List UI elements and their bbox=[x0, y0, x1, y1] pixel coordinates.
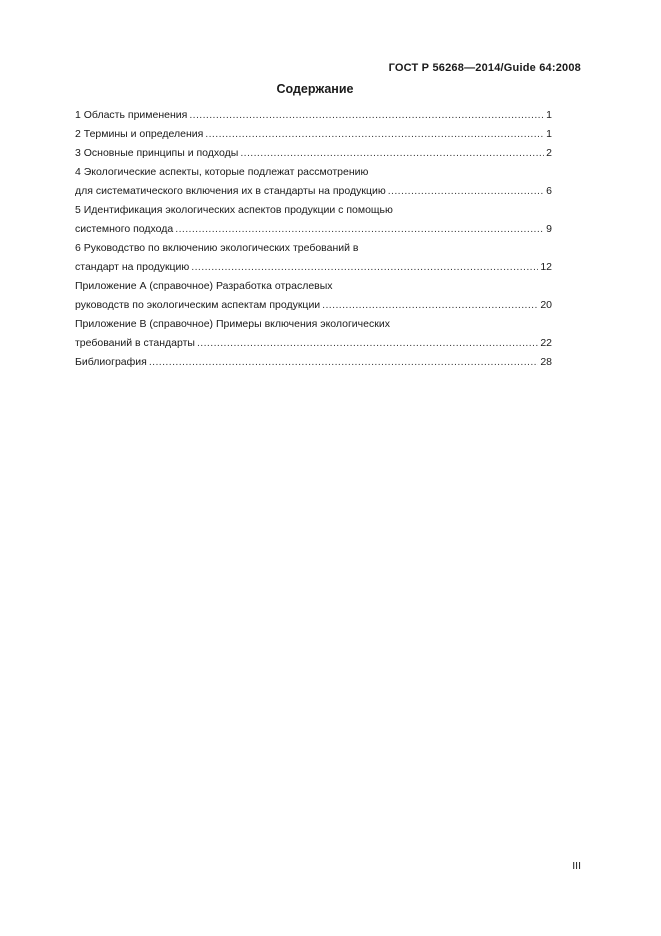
toc-entry-page: 6 bbox=[546, 185, 552, 197]
dot-leader bbox=[240, 144, 544, 163]
toc-entry-line bbox=[75, 315, 552, 334]
dot-leader bbox=[175, 220, 544, 239]
table-of-contents bbox=[75, 106, 552, 372]
toc-entry[interactable] bbox=[75, 315, 552, 353]
toc-entry[interactable] bbox=[75, 125, 552, 144]
toc-entry-line bbox=[75, 277, 552, 296]
toc-entry-line bbox=[75, 201, 552, 220]
toc-entry-title: 6 Руководство по включению экологических требований в bbox=[75, 242, 359, 254]
toc-entry-page: 2 bbox=[546, 147, 552, 159]
toc-entry[interactable] bbox=[75, 201, 552, 239]
toc-entry-line bbox=[75, 182, 552, 201]
toc-entry-title-continued: требований в стандарты bbox=[75, 337, 195, 349]
dot-leader bbox=[197, 334, 538, 353]
toc-entry-page: 1 bbox=[546, 109, 552, 121]
toc-entry-line bbox=[75, 296, 552, 315]
toc-entry-page: 12 bbox=[540, 261, 552, 273]
document-designation: ГОСТ Р 56268—2014/Guide 64:2008 bbox=[388, 62, 581, 74]
toc-entry[interactable] bbox=[75, 144, 552, 163]
dot-leader bbox=[205, 125, 544, 144]
toc-entry-page: 22 bbox=[540, 337, 552, 349]
toc-entry-line bbox=[75, 125, 552, 144]
toc-entry-line bbox=[75, 258, 552, 277]
toc-entry-line bbox=[75, 220, 552, 239]
toc-entry-title-continued: для систематического включения их в стандарты на продукцию bbox=[75, 185, 386, 197]
toc-entry-title: 1 Область применения bbox=[75, 109, 188, 121]
toc-entry-page: 1 bbox=[546, 128, 552, 140]
toc-entry-title-continued: руководств по экологическим аспектам продукции bbox=[75, 299, 321, 311]
toc-entry-line bbox=[75, 334, 552, 353]
toc-entry-title: Библиография bbox=[75, 356, 147, 368]
dot-leader bbox=[189, 106, 544, 125]
toc-entry-title: 3 Основные принципы и подходы bbox=[75, 147, 239, 159]
dot-leader bbox=[388, 182, 544, 201]
toc-entry-title: 5 Идентификация экологических аспектов продукции с помощью bbox=[75, 204, 393, 216]
toc-entry[interactable] bbox=[75, 163, 552, 201]
dot-leader bbox=[191, 258, 538, 277]
dot-leader bbox=[149, 353, 538, 372]
toc-entry[interactable] bbox=[75, 239, 552, 277]
toc-entry-title: 2 Термины и определения bbox=[75, 128, 204, 140]
toc-entry-title-continued: стандарт на продукцию bbox=[75, 261, 190, 273]
page-number: III bbox=[572, 860, 581, 872]
toc-title: Содержание bbox=[276, 82, 354, 96]
toc-entry-page: 9 bbox=[546, 223, 552, 235]
toc-entry-title: 4 Экологические аспекты, которые подлежат рассмотрению bbox=[75, 166, 369, 178]
toc-entry-line bbox=[75, 353, 552, 372]
toc-entry-title-continued: системного подхода bbox=[75, 223, 174, 235]
toc-entry-page: 20 bbox=[540, 299, 552, 311]
toc-entry-line bbox=[75, 106, 552, 125]
dot-leader bbox=[322, 296, 538, 315]
toc-entry-title: Приложение А (справочное) Разработка отраслевых bbox=[75, 280, 333, 292]
toc-entry[interactable] bbox=[75, 353, 552, 372]
toc-entry[interactable] bbox=[75, 106, 552, 125]
toc-entry-page: 28 bbox=[540, 356, 552, 368]
toc-entry[interactable] bbox=[75, 277, 552, 315]
toc-entry-line bbox=[75, 239, 552, 258]
toc-entry-title: Приложение В (справочное) Примеры включения экологических bbox=[75, 318, 390, 330]
toc-entry-line bbox=[75, 144, 552, 163]
toc-entry-line bbox=[75, 163, 552, 182]
